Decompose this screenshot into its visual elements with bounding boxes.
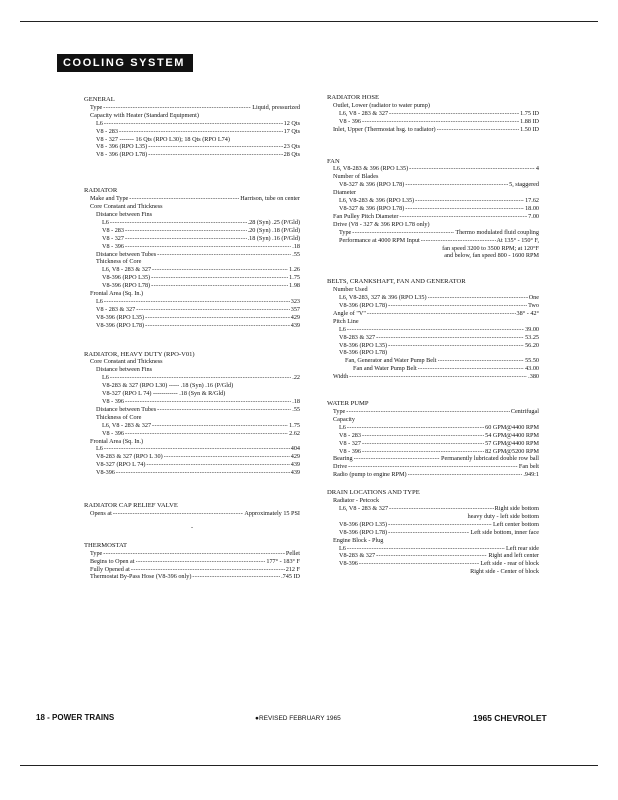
subheading: Capacity [333, 415, 355, 423]
spec-row: V8 - 283 & 327 ----- 357 [84, 306, 300, 314]
radiator-hose-section [327, 94, 539, 134]
spec-row: V8-396 (RPO L35) ----- 56.20 [327, 342, 539, 350]
subheading: V8-396 (RPO L78) [339, 349, 388, 357]
spec-continuation: fan speed 3200 to 3500 RPM; at 120°F [442, 244, 539, 252]
spec-row: Inlet, Upper (Thermostat hsg. to radiator) ----- 1.50 ID [327, 126, 539, 134]
capacity-heading: Capacity with Heater (Standard Equipment) [90, 111, 199, 119]
cap-relief-section [84, 502, 300, 532]
spec-row: Angle of "V" ----- 38° - 42° [327, 310, 539, 318]
subheading: Drive (V8 - 327 & 396 RPO L78 only) [333, 220, 430, 228]
spec-row: Drive ----- Fan belt [327, 463, 539, 471]
spec-row: V8 - 396 ----- .18 [84, 398, 300, 406]
spec-row: V8 - 327 ------- 16 Qts (RPO L30); 18 Qts (RPO L74) [96, 135, 230, 143]
spec-row: Fan and Water Pump Belt ----- 43.00 [327, 365, 539, 373]
spec-row: V8-396 (RPO L78) ----- 1.98 [84, 282, 300, 290]
spec-row: Type ----- Liquid, pressurized [84, 104, 300, 112]
spec-row: V8-396 (RPO L35) ----- Left center bottom [327, 521, 539, 529]
spec-row: Fan Pulley Pitch Diameter ----- 7.00 [327, 213, 539, 221]
spec-row: Type ----- Centrifugal [327, 408, 539, 416]
spec-row: L6 ----- Left rear side [327, 545, 539, 553]
spec-row: V8-327 & 396 (RPO L78) ----- 5, staggered [327, 181, 539, 189]
spec-row: L6 ----- 404 [84, 445, 300, 453]
heavy-duty-radiator-section [84, 351, 300, 478]
general-section [84, 96, 300, 159]
spec-row: V8 - 327 ----- 57 GPM@4400 RPM [327, 440, 539, 448]
spec-row: V8-396 (RPO L78) ----- Two [327, 302, 539, 310]
spec-row: V8 - 396 ----- .18 [84, 243, 300, 251]
radiator-hose-title: RADIATOR HOSE [327, 94, 380, 101]
belts-title: BELTS, CRANKSHAFT, FAN AND GENERATOR [327, 278, 466, 286]
spec-row: V8 - 396 (RPO L35) ----- 23 Qts [84, 143, 300, 151]
spec-row: V8 - 396 ----- 1.88 ID [327, 118, 539, 126]
spec-row: Fully Opened at ----- 212 F [84, 566, 300, 574]
subheading: Number of Blades [333, 173, 379, 181]
spec-row: Performance at 4000 RPM Input ----- At 135° - 150° F, [327, 237, 539, 245]
spec-row: L6, V8 - 283 & 327 ----- 1.75 [84, 422, 300, 430]
spec-row: V8-283 & 327 (RPO L 30) ----- 429 [84, 453, 300, 461]
spec-row: Distance between Tubes ----- .55 [84, 251, 300, 259]
spec-row: Radio (pump to engine RPM) ----- .949:1 [327, 471, 539, 479]
subheading: Pitch Line [333, 317, 359, 325]
radiator-title: RADIATOR [84, 187, 118, 195]
water-pump-title: WATER PUMP [327, 400, 369, 408]
spec-row: Fan, Generator and Water Pump Belt ----- 55.50 [327, 357, 539, 365]
top-rule [20, 21, 598, 22]
separator-dash: - [190, 523, 194, 531]
subheading: Distance between Fins [96, 210, 153, 218]
spec-row: L6 ----- .28 (Syn) .25 (P/Gld) [84, 219, 300, 227]
cap-relief-title: RADIATOR CAP RELIEF VALVE [84, 502, 178, 510]
subheading: Engine Block - Plug [333, 536, 384, 544]
spec-row: Width ----- .380 [327, 373, 539, 381]
left-column [84, 96, 300, 602]
spec-row: V8 - 283 ----- 54 GPM@4400 RPM [327, 432, 539, 440]
belts-section [327, 278, 539, 381]
subheading: Core Constant and Thickness [90, 203, 163, 211]
spec-row: L6, V8 - 283 & 327 ----- Right side bottom [327, 505, 539, 513]
spec-row: V8-396 (RPO L78) ----- Left side bottom, inner face [327, 529, 539, 537]
footer-model: 1965 CHEVROLET [473, 713, 547, 723]
spec-row: Bearing ----- Permanently lubricated double row ball [327, 455, 539, 463]
subheading: Thickness of Core [96, 258, 142, 266]
spec-row: L6 ----- 12 Qts [84, 120, 300, 128]
subheading: Thickness of Core [96, 413, 142, 421]
subheading: Number Used [333, 286, 368, 294]
spec-row: Opens at ----- Approximately 15 PSI [84, 510, 300, 518]
spec-row: L6 ----- 39.00 [327, 326, 539, 334]
right-column [327, 94, 539, 597]
fan-section [327, 158, 539, 261]
spec-continuation: Right side - Center of block [470, 568, 539, 576]
spec-row: V8 - 396 ----- 2.62 [84, 430, 300, 438]
thermostat-title: THERMOSTAT [84, 541, 128, 549]
thermostat-section [84, 542, 300, 582]
spec-continuation: heavy duty - left side bottom [467, 512, 539, 520]
water-pump-section [327, 400, 539, 479]
spec-row: Make and Type ----- Harrison, tube on center [84, 195, 300, 203]
spec-row: V8 - 283 ----- .20 (Syn) .18 (P/Gld) [84, 227, 300, 235]
spec-row: V8 - 283 ----- 17 Qts [84, 128, 300, 136]
footer-revision-text: REVISED FEBRUARY 1965 [258, 715, 341, 722]
general-title: GENERAL [84, 96, 115, 103]
spec-row: V8-283 & 327 (RPO L30) ----- .18 (Syn) .16 (P/Gld) [102, 382, 234, 390]
spec-row: V8-396 (RPO L35) ----- 1.75 [84, 274, 300, 282]
spec-row: V8 - 396 (RPO L78) ----- 28 Qts [84, 151, 300, 159]
spec-row: V8-327 (RPO L 74) ------------ .18 (Syn & R/Gld) [102, 390, 226, 398]
spec-row: Type ----- Thermo modulated fluid coupling [327, 229, 539, 237]
fan-title: FAN [327, 157, 340, 165]
spec-continuation: and below, fan speed 800 - 1600 RPM [444, 252, 539, 260]
spec-row: L6 ----- .22 [84, 374, 300, 382]
heavy-duty-title: RADIATOR, HEAVY DUTY (RPO-V01) [84, 350, 195, 358]
spec-row: V8-396 ----- Left side - rear of block [327, 560, 539, 568]
subheading: Core Constant and Thickness [90, 358, 163, 366]
spec-row: L6, V8 - 283 & 327 ----- 1.75 ID [327, 110, 539, 118]
spec-row: V8-396 (RPO L35) ----- 429 [84, 314, 300, 322]
spec-row: V8-327 & 396 (RPO L78) ----- 18.00 [327, 205, 539, 213]
radiator-section [84, 187, 300, 329]
drain-section [327, 489, 539, 576]
spec-row: Distance between Tubes ----- .55 [84, 406, 300, 414]
spec-row: V8 - 327 ----- .18 (Syn) .16 (P/Gld) [84, 235, 300, 243]
spec-row: V8-283 & 327 ----- Right and left center [327, 552, 539, 560]
subheading: Frontal Area (Sq. In.) [90, 437, 144, 445]
footer-revision [255, 715, 341, 722]
bullet-icon: ● [255, 715, 259, 722]
subheading: Frontal Area (Sq. In.) [90, 290, 144, 298]
bottom-rule [20, 765, 598, 766]
subheading: Radiator - Petcock [333, 497, 380, 505]
spec-row: L6, V8-283 & 396 (RPO L35) ----- 17.62 [327, 197, 539, 205]
spec-row: L6, V8 - 283 & 327 ----- 1.26 [84, 266, 300, 274]
footer-page-label: 18 - POWER TRAINS [36, 713, 115, 722]
spec-row: V8-327 (RPO L 74) ----- 439 [84, 461, 300, 469]
subheading: Distance between Fins [96, 366, 153, 374]
spec-row: L6, V8-283 & 396 (RPO L35) ----- 4 [327, 165, 539, 173]
spec-row: Begins to Open at ----- 177° - 183° F [84, 558, 300, 566]
spec-row: V8-283 & 327 ----- 53.25 [327, 334, 539, 342]
spec-row: V8 - 396 ----- 82 GPM@5200 RPM [327, 448, 539, 456]
spec-row: L6 ----- 323 [84, 298, 300, 306]
spec-row: Type ----- Pellet [84, 550, 300, 558]
drain-title: DRAIN LOCATIONS AND TYPE [327, 489, 420, 497]
spec-row: L6 ----- 60 GPM@4400 RPM [327, 424, 539, 432]
spec-row: V8-396 (RPO L78) ----- 439 [84, 322, 300, 330]
spec-row: L6, V8-283, 327 & 396 (RPO L35) ----- One [327, 294, 539, 302]
section-banner: COOLING SYSTEM [57, 54, 193, 72]
spec-row: V8-396 ----- 439 [84, 469, 300, 477]
spec-row: Thermostat By-Pass Hose (V8-396 only) ----- .745 ID [84, 573, 300, 581]
subheading: Outlet, Lower (radiator to water pump) [333, 101, 430, 109]
subheading: Diameter [333, 189, 357, 197]
